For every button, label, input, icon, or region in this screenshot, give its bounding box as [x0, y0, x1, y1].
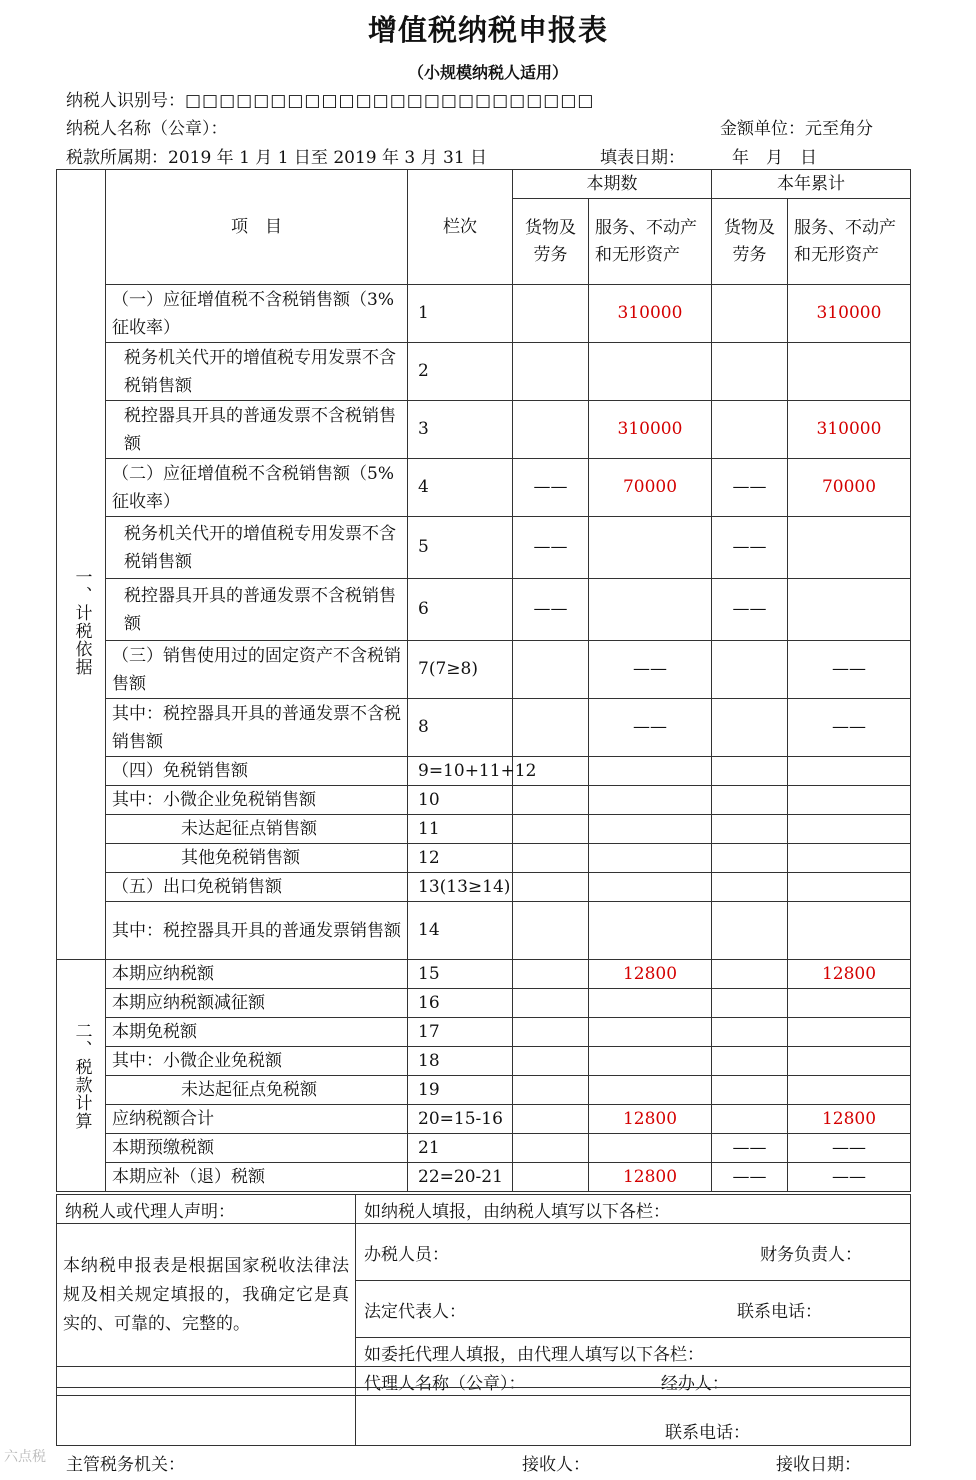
tax-office-label: 主管税务机关：: [66, 1455, 185, 1475]
row-services: 70000: [589, 459, 712, 517]
table-row: [57, 1163, 911, 1192]
table-row: [57, 902, 911, 960]
row-goods: [513, 902, 589, 960]
header-services-ytd: 服务、不动产和无形资产: [788, 199, 911, 285]
row-services-ytd: [788, 517, 911, 579]
row-goods-ytd: [712, 786, 788, 815]
header-services: 服务、不动产和无形资产: [589, 199, 712, 285]
tax-office-blank: [57, 1388, 356, 1446]
row-goods-ytd: [712, 902, 788, 960]
row-services-ytd: [788, 1047, 911, 1076]
header-ytd: 本年累计: [712, 170, 911, 199]
row-services-ytd: [788, 989, 911, 1018]
declaration-label: 纳税人或代理人声明：: [57, 1195, 356, 1224]
row-services: ——: [589, 641, 712, 699]
row-item: （二）应征增值税不含税销售额（5%征收率）: [106, 459, 408, 517]
row-services-ytd: ——: [788, 1163, 911, 1192]
agent-name-label: 代理人名称（公章）：: [364, 1373, 526, 1394]
row-column: 16: [408, 989, 513, 1018]
row-goods-ytd: ——: [712, 517, 788, 579]
row-goods-ytd: [712, 1018, 788, 1047]
header-column: 栏次: [408, 170, 513, 285]
table-row: [57, 786, 911, 815]
row-column: 4: [408, 459, 513, 517]
row-item: 税控器具开具的普通发票不含税销售额: [106, 579, 408, 641]
table-row: [57, 579, 911, 641]
declaration-table: [56, 169, 911, 1192]
row-services: 310000: [589, 285, 712, 343]
row-column: 18: [408, 1047, 513, 1076]
row-goods-ytd: ——: [712, 459, 788, 517]
row-goods: [513, 699, 589, 757]
table-row: [57, 873, 911, 902]
row-item: 应纳税额合计: [106, 1105, 408, 1134]
row-item: 本期应纳税额减征额: [106, 989, 408, 1018]
phone-label: 联系电话：: [737, 1301, 822, 1322]
row-goods: [513, 1134, 589, 1163]
row-item: 本期预缴税额: [106, 1134, 408, 1163]
row-goods-ytd: [712, 641, 788, 699]
table-row: [57, 815, 911, 844]
row-goods-ytd: [712, 699, 788, 757]
taxpayer-name-label: 纳税人名称（公章）：: [66, 119, 228, 139]
table-row: [57, 1134, 911, 1163]
row-goods-ytd: [712, 1105, 788, 1134]
receive-date-label: 接收日期：: [776, 1455, 861, 1475]
row-column: 7(7≥8): [408, 641, 513, 699]
row-item: 未达起征点销售额: [106, 815, 408, 844]
row-services: [589, 902, 712, 960]
table-row: [57, 757, 911, 786]
row-services: ——: [589, 699, 712, 757]
row-item: 其中：税控器具开具的普通发票销售额: [106, 902, 408, 960]
row-column: 10: [408, 786, 513, 815]
watermark: 六点税: [4, 1449, 46, 1465]
table-row: [57, 343, 911, 401]
row-column: 11: [408, 815, 513, 844]
row-goods: [513, 1163, 589, 1192]
row-column: 5: [408, 517, 513, 579]
row-column: 13(13≥14): [408, 873, 513, 902]
legal-rep-row: [356, 1281, 911, 1338]
page-subtitle: （小规模纳税人适用）: [407, 63, 568, 82]
row-goods-ytd: [712, 1076, 788, 1105]
row-services: [589, 343, 712, 401]
row-goods-ytd: [712, 844, 788, 873]
row-goods-ytd: [712, 960, 788, 989]
fill-date-value: 年 月 日: [732, 148, 817, 168]
row-goods: [513, 1076, 589, 1105]
header-item: 项 目: [106, 170, 408, 285]
row-column: 22=20-21: [408, 1163, 513, 1192]
section-calc: 二、税款计算: [57, 960, 106, 1192]
row-goods: [513, 401, 589, 459]
table-row: [57, 459, 911, 517]
handler-row: [356, 1224, 911, 1281]
row-goods-ytd: [712, 285, 788, 343]
row-item: （三）销售使用过的固定资产不含税销售额: [106, 641, 408, 699]
row-services-ytd: 310000: [788, 285, 911, 343]
row-goods-ytd: [712, 343, 788, 401]
taxpayer-id-label: 纳税人识别号：: [66, 91, 185, 111]
phone2-label: 联系电话：: [356, 1388, 911, 1446]
row-services-ytd: [788, 844, 911, 873]
receiver-label: 接收人：: [522, 1455, 590, 1475]
row-column: 3: [408, 401, 513, 459]
row-item: 本期应补（退）税额: [106, 1163, 408, 1192]
row-goods: [513, 343, 589, 401]
row-services-ytd: ——: [788, 641, 911, 699]
row-services-ytd: [788, 815, 911, 844]
header-current: 本期数: [513, 170, 712, 199]
row-services: [589, 517, 712, 579]
row-item: 本期应纳税额: [106, 960, 408, 989]
row-goods: [513, 1018, 589, 1047]
finance-head-label: 财务负责人：: [760, 1244, 862, 1265]
row-column: 6: [408, 579, 513, 641]
row-goods-ytd: [712, 873, 788, 902]
row-column: 8: [408, 699, 513, 757]
row-item: 其中：税控器具开具的普通发票不含税销售额: [106, 699, 408, 757]
header-goods: 货物及劳务: [513, 199, 589, 285]
tax-period: 税款所属期：2019 年 1 月 1 日至 2019 年 3 月 31 日: [66, 148, 488, 168]
row-services: [589, 844, 712, 873]
fill-date-label: 填表日期：: [600, 148, 685, 168]
row-item: 税务机关代开的增值税专用发票不含税销售额: [106, 343, 408, 401]
section-basis: 一、计税依据: [57, 285, 106, 960]
amount-unit: 金额单位：元至角分: [720, 119, 873, 139]
row-item: 税控器具开具的普通发票不含税销售额: [106, 401, 408, 459]
row-goods-ytd: ——: [712, 1163, 788, 1192]
table-row: [57, 1018, 911, 1047]
row-services-ytd: 12800: [788, 1105, 911, 1134]
row-item: 其中：小微企业免税销售额: [106, 786, 408, 815]
row-column: 14: [408, 902, 513, 960]
declaration-text: 本纳税申报表是根据国家税收法律法规及相关规定填报的，我确定它是真实的、可靠的、完整的。: [57, 1224, 356, 1367]
row-goods: [513, 989, 589, 1018]
table-row: [57, 1047, 911, 1076]
row-goods-ytd: [712, 401, 788, 459]
row-services-ytd: 70000: [788, 459, 911, 517]
row-services: 12800: [589, 960, 712, 989]
page-title: 增值税纳税申报表: [367, 13, 608, 47]
row-services: [589, 989, 712, 1018]
row-goods-ytd: ——: [712, 1134, 788, 1163]
row-goods: [513, 285, 589, 343]
row-services-ytd: [788, 1018, 911, 1047]
row-goods: [513, 1105, 589, 1134]
table-row: [57, 989, 911, 1018]
row-services: [589, 579, 712, 641]
agent-fill-note: 如委托代理人填报，由代理人填写以下各栏：: [356, 1338, 911, 1367]
row-item: 税务机关代开的增值税专用发票不含税销售额: [106, 517, 408, 579]
row-services-ytd: 310000: [788, 401, 911, 459]
header-goods-ytd: 货物及劳务: [712, 199, 788, 285]
row-column: 9=10+11+12: [408, 757, 513, 786]
row-services: 310000: [589, 401, 712, 459]
table-row: [57, 960, 911, 989]
row-column: 21: [408, 1134, 513, 1163]
row-goods-ytd: [712, 757, 788, 786]
row-item: 未达起征点免税额: [106, 1076, 408, 1105]
row-item: 其中：小微企业免税额: [106, 1047, 408, 1076]
row-item: （一）应征增值税不含税销售额（3%征收率）: [106, 285, 408, 343]
table-row: [57, 641, 911, 699]
self-fill-note: 如纳税人填报，由纳税人填写以下各栏：: [356, 1195, 911, 1224]
row-services: [589, 1134, 712, 1163]
row-goods-ytd: [712, 989, 788, 1018]
row-item: （五）出口免税销售额: [106, 873, 408, 902]
row-services: [589, 815, 712, 844]
row-column: 1: [408, 285, 513, 343]
row-services: 12800: [589, 1105, 712, 1134]
row-goods: [513, 641, 589, 699]
row-services: [589, 1076, 712, 1105]
row-services: [589, 1047, 712, 1076]
row-item: 其他免税销售额: [106, 844, 408, 873]
row-column: 12: [408, 844, 513, 873]
section-header-blank: [57, 170, 106, 285]
taxpayer-id-row: [66, 86, 595, 111]
row-services-ytd: [788, 1076, 911, 1105]
row-column: 17: [408, 1018, 513, 1047]
table-row: [57, 1076, 911, 1105]
row-goods: ——: [513, 579, 589, 641]
handler-label: 办税人员：: [364, 1244, 449, 1265]
row-goods: [513, 1047, 589, 1076]
row-services-ytd: [788, 786, 911, 815]
row-column: 20=15-16: [408, 1105, 513, 1134]
row-goods-ytd: [712, 1047, 788, 1076]
table-row: [57, 401, 911, 459]
row-goods-ytd: [712, 815, 788, 844]
row-services: 12800: [589, 1163, 712, 1192]
table-row: [57, 1105, 911, 1134]
row-services-ytd: [788, 579, 911, 641]
row-goods: ——: [513, 459, 589, 517]
agent-handler-label: 经办人：: [660, 1373, 729, 1394]
row-services: [589, 1018, 712, 1047]
row-item: （四）免税销售额: [106, 757, 408, 786]
row-services-ytd: ——: [788, 1134, 911, 1163]
taxpayer-id-boxes: □□□□□□□□□□□□□□□□□□□□□□□□: [185, 91, 595, 111]
row-services-ytd: 12800: [788, 960, 911, 989]
row-column: 19: [408, 1076, 513, 1105]
row-services-ytd: [788, 873, 911, 902]
table-row: [57, 285, 911, 343]
row-column: 15: [408, 960, 513, 989]
row-item: 本期免税额: [106, 1018, 408, 1047]
row-goods-ytd: ——: [712, 579, 788, 641]
row-services-ytd: [788, 902, 911, 960]
row-goods: [513, 960, 589, 989]
row-goods: ——: [513, 517, 589, 579]
row-goods: [513, 786, 589, 815]
row-services-ytd: [788, 343, 911, 401]
row-services: [589, 873, 712, 902]
tax-office-box: [56, 1387, 911, 1446]
legal-rep-label: 法定代表人：: [364, 1301, 466, 1322]
table-row: [57, 699, 911, 757]
row-services-ytd: [788, 757, 911, 786]
row-services: [589, 757, 712, 786]
declaration-footer: [56, 1194, 911, 1396]
row-column: 2: [408, 343, 513, 401]
table-row: [57, 844, 911, 873]
row-services-ytd: ——: [788, 699, 911, 757]
table-row: [57, 517, 911, 579]
row-goods: [513, 844, 589, 873]
row-goods: [513, 815, 589, 844]
row-services: [589, 786, 712, 815]
row-goods: [513, 873, 589, 902]
